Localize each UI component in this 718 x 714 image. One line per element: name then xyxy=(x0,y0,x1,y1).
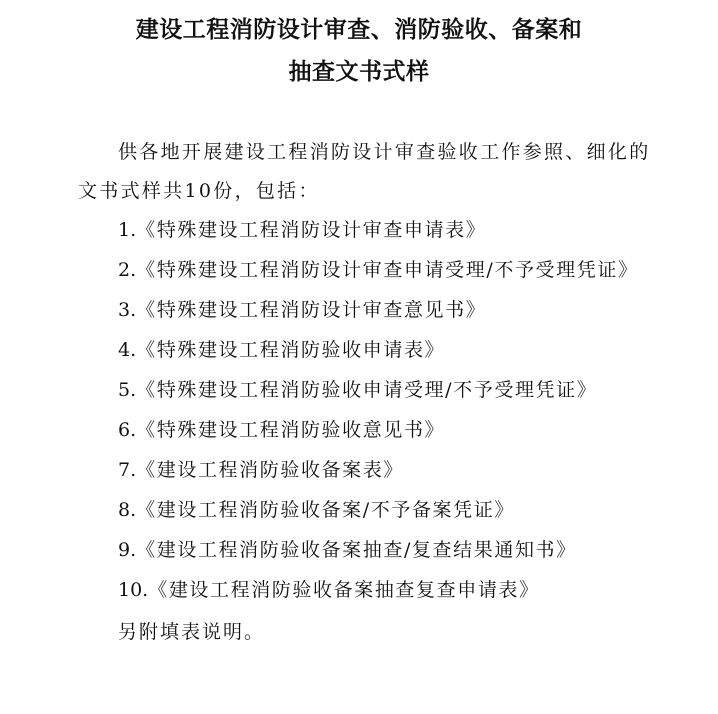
list-item-text: 《建设工程消防验收备案抽查复查申请表》 xyxy=(148,579,540,601)
list-item xyxy=(118,458,639,498)
list-item-number: 7. xyxy=(118,459,137,481)
list-item-text: 《特殊建设工程消防验收申请受理/不予受理凭证》 xyxy=(136,379,598,401)
list-item xyxy=(118,338,639,378)
intro-paragraph-line-1: 供各地开展建设工程消防设计审查验收工作参照、细化的 xyxy=(118,141,651,163)
list-item-text: 《特殊建设工程消防设计审查意见书》 xyxy=(136,299,487,321)
list-item xyxy=(118,418,639,458)
list-item-number: 5. xyxy=(118,379,137,401)
list-item-text: 《特殊建设工程消防验收意见书》 xyxy=(136,419,446,441)
list-item xyxy=(118,538,639,578)
list-item-number: 6. xyxy=(118,419,137,441)
list-item xyxy=(118,498,639,538)
intro-paragraph-line-2: 文书式样共10份，包括： xyxy=(78,180,320,202)
list-item-text: 《建设工程消防验收备案/不予备案凭证》 xyxy=(136,499,515,521)
list-item-number: 8. xyxy=(118,499,137,521)
list-item xyxy=(118,578,639,618)
document-list xyxy=(118,218,639,618)
list-item xyxy=(118,298,639,338)
document-title-line-1: 建设工程消防设计审查、消防验收、备案和 xyxy=(135,17,583,43)
list-item-text: 《特殊建设工程消防验收申请表》 xyxy=(136,339,446,361)
list-item-text: 《特殊建设工程消防设计审查申请表》 xyxy=(136,219,487,241)
list-item xyxy=(118,378,639,418)
list-item-number: 4. xyxy=(118,339,137,361)
closing-note: 另附填表说明。 xyxy=(118,621,266,643)
document-title-line-2: 抽查文书式样 xyxy=(288,59,430,85)
list-item-text: 《特殊建设工程消防设计审查申请受理/不予受理凭证》 xyxy=(136,259,639,281)
list-item xyxy=(118,258,639,298)
list-item-number: 1. xyxy=(118,219,137,241)
list-item-number: 3. xyxy=(118,299,137,321)
list-item-text: 《建设工程消防验收备案抽查/复查结果通知书》 xyxy=(136,539,577,561)
list-item xyxy=(118,218,639,258)
list-item-number: 9. xyxy=(118,539,137,561)
list-item-text: 《建设工程消防验收备案表》 xyxy=(136,459,404,481)
list-item-number: 2. xyxy=(118,259,137,281)
list-item-number: 10. xyxy=(118,579,149,601)
